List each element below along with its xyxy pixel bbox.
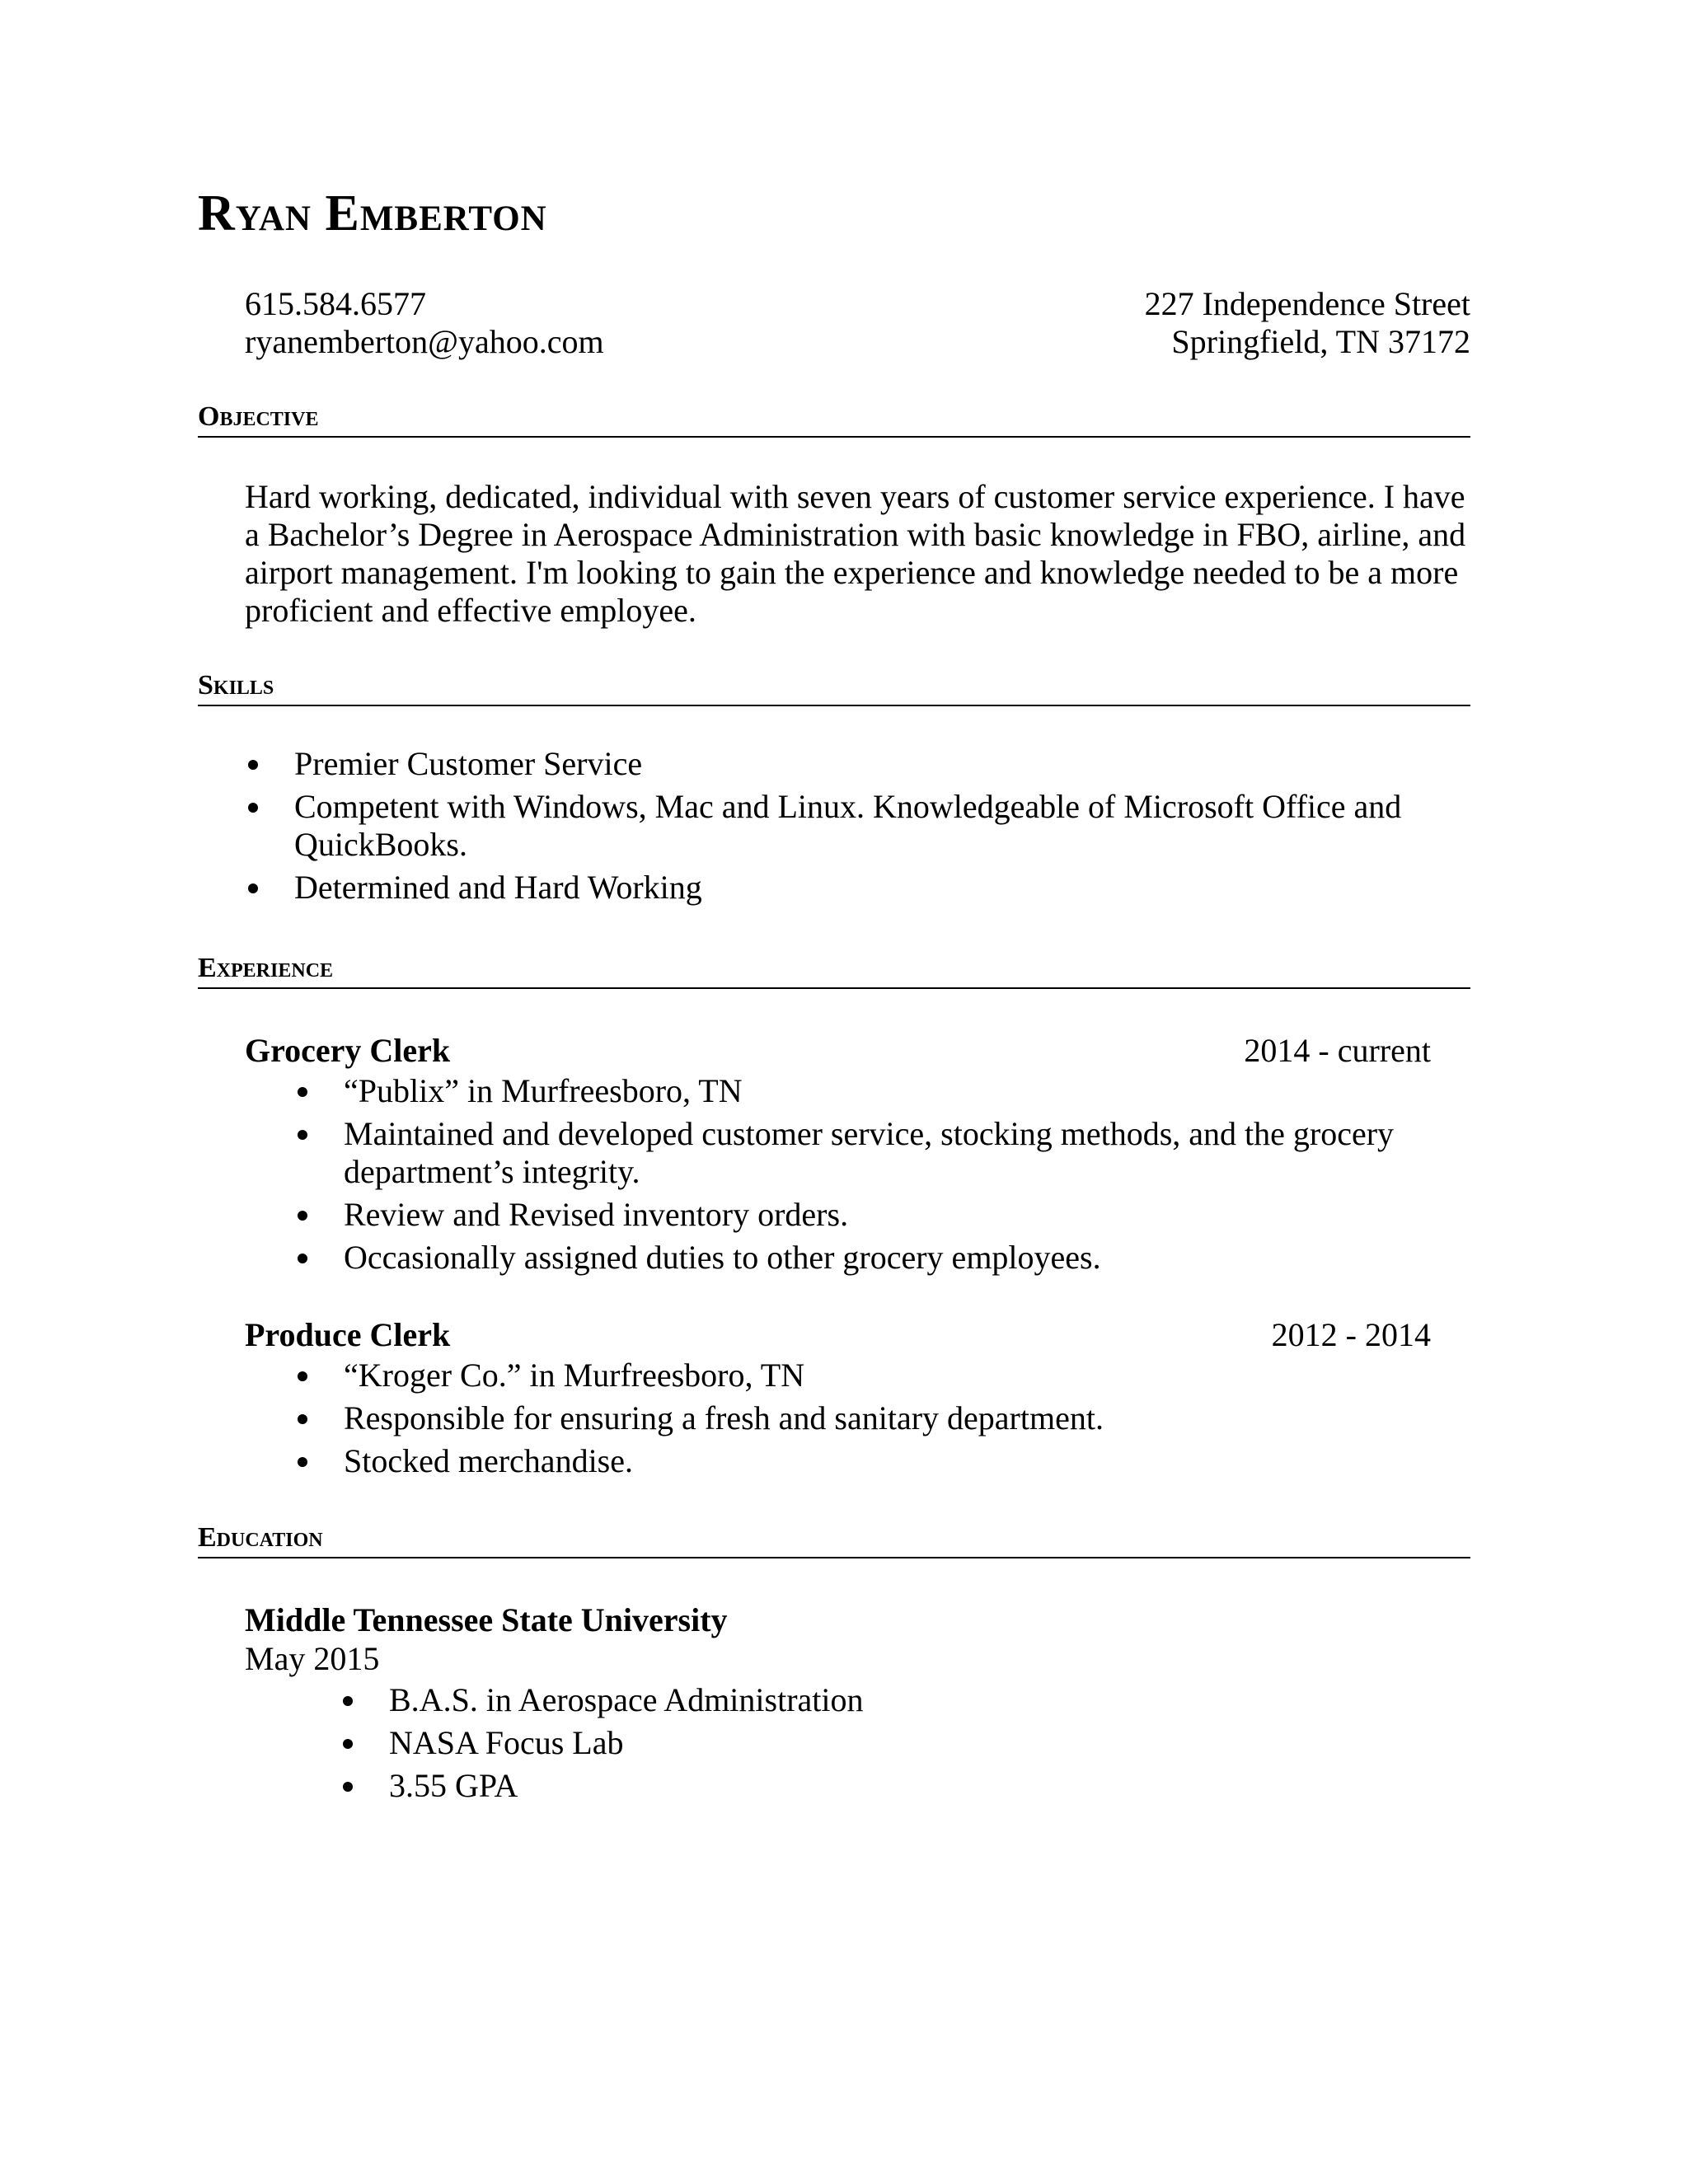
education-heading: Education (198, 1524, 1470, 1558)
skill-item: Premier Customer Service (245, 745, 1465, 783)
job-dates: 2014 - current (1244, 1032, 1431, 1069)
job-bullet: “Publix” in Murfreesboro, TN (294, 1072, 1465, 1110)
education-bullet: 3.55 GPA (340, 1767, 1461, 1805)
contact-left (245, 285, 604, 361)
job-bullet: “Kroger Co.” in Murfreesboro, TN (294, 1357, 1465, 1394)
job-bullet: Review and Revised inventory orders. (294, 1196, 1465, 1234)
skill-item: Competent with Windows, Mac and Linux. Knowledgeable of Microsoft Office and QuickBooks. (245, 788, 1465, 864)
job-dates: 2012 - 2014 (1271, 1316, 1431, 1353)
job-title: Produce Clerk (245, 1316, 451, 1353)
experience-heading: Experience (198, 954, 1470, 989)
phone-number: 615.584.6577 (245, 285, 426, 322)
graduation-date: May 2015 (245, 1640, 380, 1677)
address-city: Springfield, TN 37172 (1171, 323, 1470, 360)
education-bullet: B.A.S. in Aerospace Administration (340, 1681, 1461, 1719)
job-bullets (294, 1357, 1465, 1485)
job-bullet: Occasionally assigned duties to other grocery employees. (294, 1239, 1465, 1277)
job-bullets (294, 1072, 1465, 1282)
objective-heading: Objective (198, 403, 1470, 438)
skills-heading: Skills (198, 672, 1470, 706)
skill-item: Determined and Hard Working (245, 869, 1465, 907)
address-street: 227 Independence Street (1144, 285, 1470, 322)
education-bullet: NASA Focus Lab (340, 1724, 1461, 1762)
job-title: Grocery Clerk (245, 1032, 451, 1069)
email-address: ryanemberton@yahoo.com (245, 323, 604, 360)
job-bullet: Stocked merchandise. (294, 1442, 1465, 1480)
contact-right (1145, 285, 1470, 361)
skills-list (245, 745, 1465, 912)
school-name: Middle Tennessee State University (245, 1601, 728, 1638)
job-bullet: Maintained and developed customer service, stocking methods, and the grocery department’s integrity. (294, 1115, 1465, 1191)
objective-text: Hard working, dedicated, individual with seven years of customer service experience. I have a Bachelor’s Degree in Aerospace Administration with basic knowledge in FBO, airline, and airport management. I'm looking to gain the experience and knowledge needed to be a more proficient and effective employee. (245, 478, 1466, 629)
education-bullets (340, 1681, 1461, 1810)
resume-name: Ryan Emberton (198, 185, 547, 241)
job-bullet: Responsible for ensuring a fresh and sanitary department. (294, 1399, 1465, 1437)
